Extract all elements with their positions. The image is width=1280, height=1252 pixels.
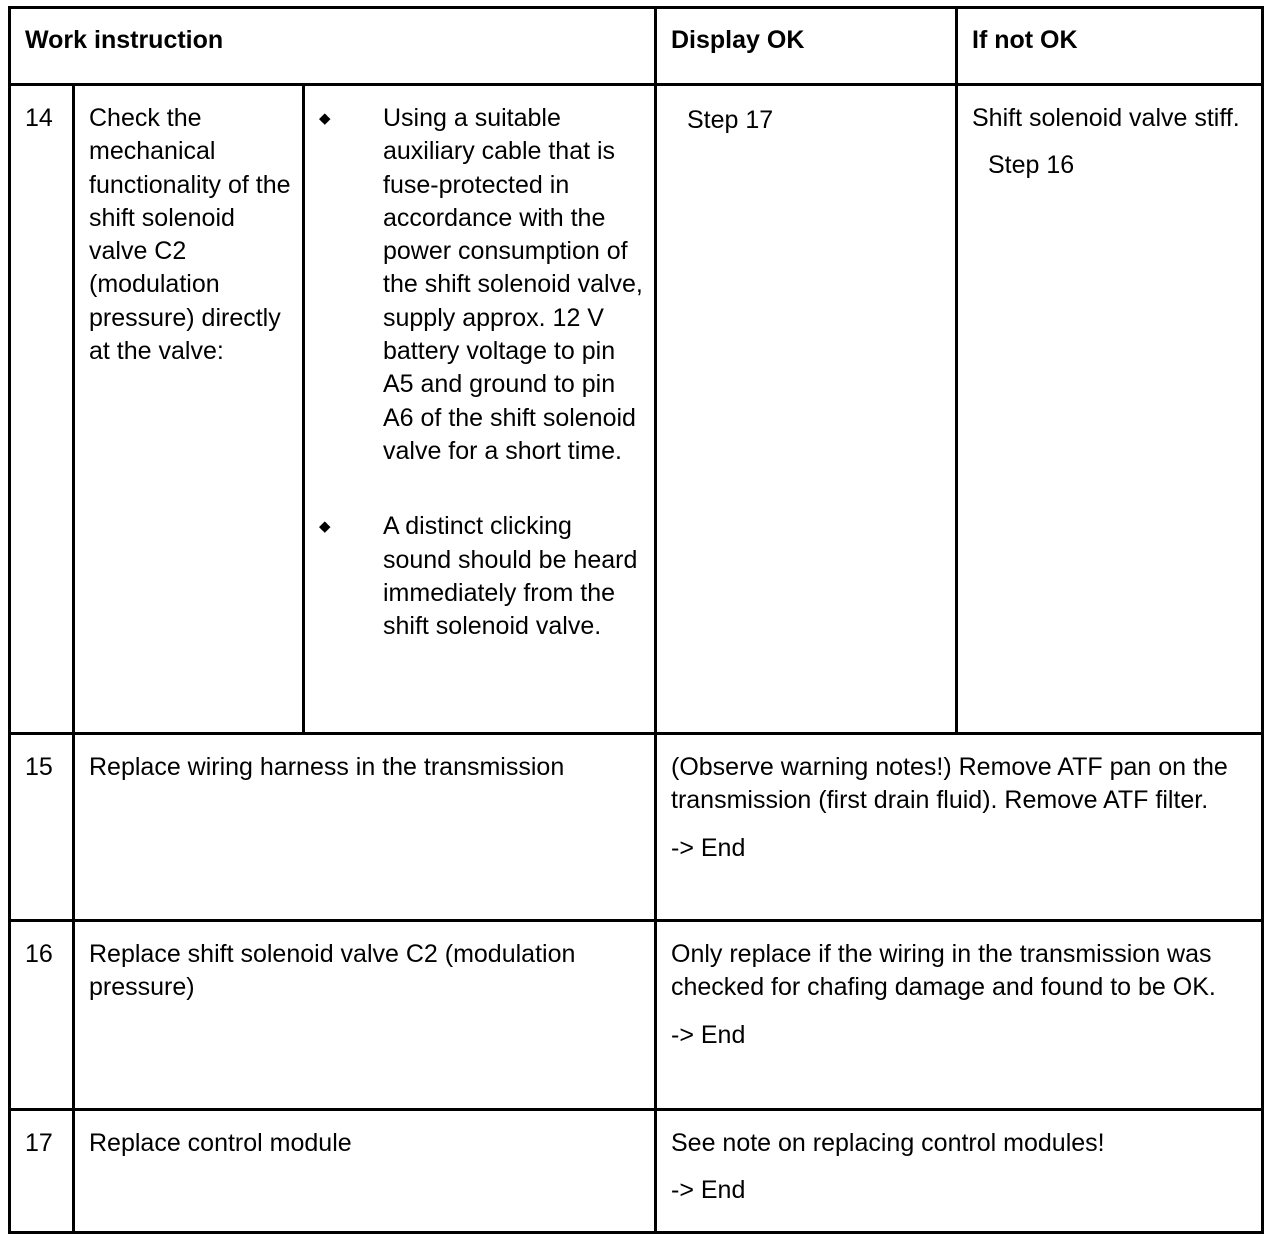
header-work-instruction-label: Work instruction	[25, 26, 224, 54]
table-row	[10, 734, 1263, 921]
instruction-cell	[74, 1110, 656, 1233]
procedure-step-text: Using a suitable auxiliary cable that is fuse-protected in accordance with the power consumption of the shift solenoid valve, supply approx. 12 V battery voltage to pin A5 and ground to pin A6 of the shift solenoid valve for a short time.	[383, 104, 643, 465]
step-number-cell	[10, 1110, 74, 1233]
list-item	[319, 102, 646, 468]
note-content	[657, 735, 1261, 865]
list-item	[319, 510, 646, 643]
table-row	[10, 1110, 1263, 1233]
step-number-cell	[10, 921, 74, 1110]
header-if-not-ok	[957, 8, 1263, 85]
note-cell	[656, 734, 1263, 921]
diamond-bullet-icon: ◆	[319, 518, 331, 536]
step-number: 15	[25, 753, 53, 781]
header-display-ok-label: Display OK	[671, 26, 805, 54]
if-not-ok-content	[958, 86, 1261, 183]
note-content	[657, 1111, 1261, 1208]
procedure-list	[305, 86, 654, 643]
note-text: See note on replacing control modules!	[671, 1129, 1105, 1157]
note-text: Only replace if the wiring in the transmission was checked for chafing damage and found to be OK.	[671, 940, 1216, 1002]
note-content	[657, 922, 1261, 1052]
procedure-step-text: A distinct clicking sound should be heard immediately from the shift solenoid valve.	[383, 512, 638, 641]
end-marker: -> End	[671, 1020, 746, 1049]
diamond-bullet-icon: ◆	[319, 110, 331, 127]
instruction-cell	[74, 734, 656, 921]
table-row	[10, 85, 1263, 734]
end-marker: -> End	[671, 833, 746, 862]
note-cell	[656, 1110, 1263, 1233]
step-number: 14	[25, 104, 53, 132]
instruction-cell	[74, 921, 656, 1110]
instruction-text: Replace shift solenoid valve C2 (modulation pressure)	[89, 940, 576, 1002]
note-cell	[656, 921, 1263, 1110]
procedure-cell	[304, 85, 656, 734]
instruction-text: Replace control module	[89, 1129, 352, 1157]
end-marker: -> End	[671, 1176, 746, 1205]
step-number-cell	[10, 85, 74, 734]
header-row	[10, 8, 1263, 85]
if-not-ok-step: Step 16	[988, 151, 1075, 180]
step-number-cell	[10, 734, 74, 921]
table-row	[10, 921, 1263, 1110]
step-number: 17	[25, 1129, 53, 1157]
check-instruction-cell	[74, 85, 304, 734]
note-text: (Observe warning notes!) Remove ATF pan on the transmission (first drain fluid). Remove ATF filter.	[671, 753, 1228, 815]
step-number: 16	[25, 940, 53, 968]
display-ok-step: Step 17	[687, 106, 774, 134]
if-not-ok-cell	[957, 85, 1263, 734]
check-instruction-text: Check the mechanical functionality of the shift solenoid valve C2 (modulation pressure) directly at the valve:	[89, 104, 291, 366]
if-not-ok-text: Shift solenoid valve stiff.	[972, 104, 1240, 132]
display-ok-cell	[656, 85, 957, 734]
header-work-instruction	[10, 8, 656, 85]
work-instruction-table	[8, 6, 1264, 1234]
header-display-ok	[656, 8, 957, 85]
instruction-text: Replace wiring harness in the transmission	[89, 753, 565, 781]
header-if-not-ok-label: If not OK	[972, 26, 1078, 54]
